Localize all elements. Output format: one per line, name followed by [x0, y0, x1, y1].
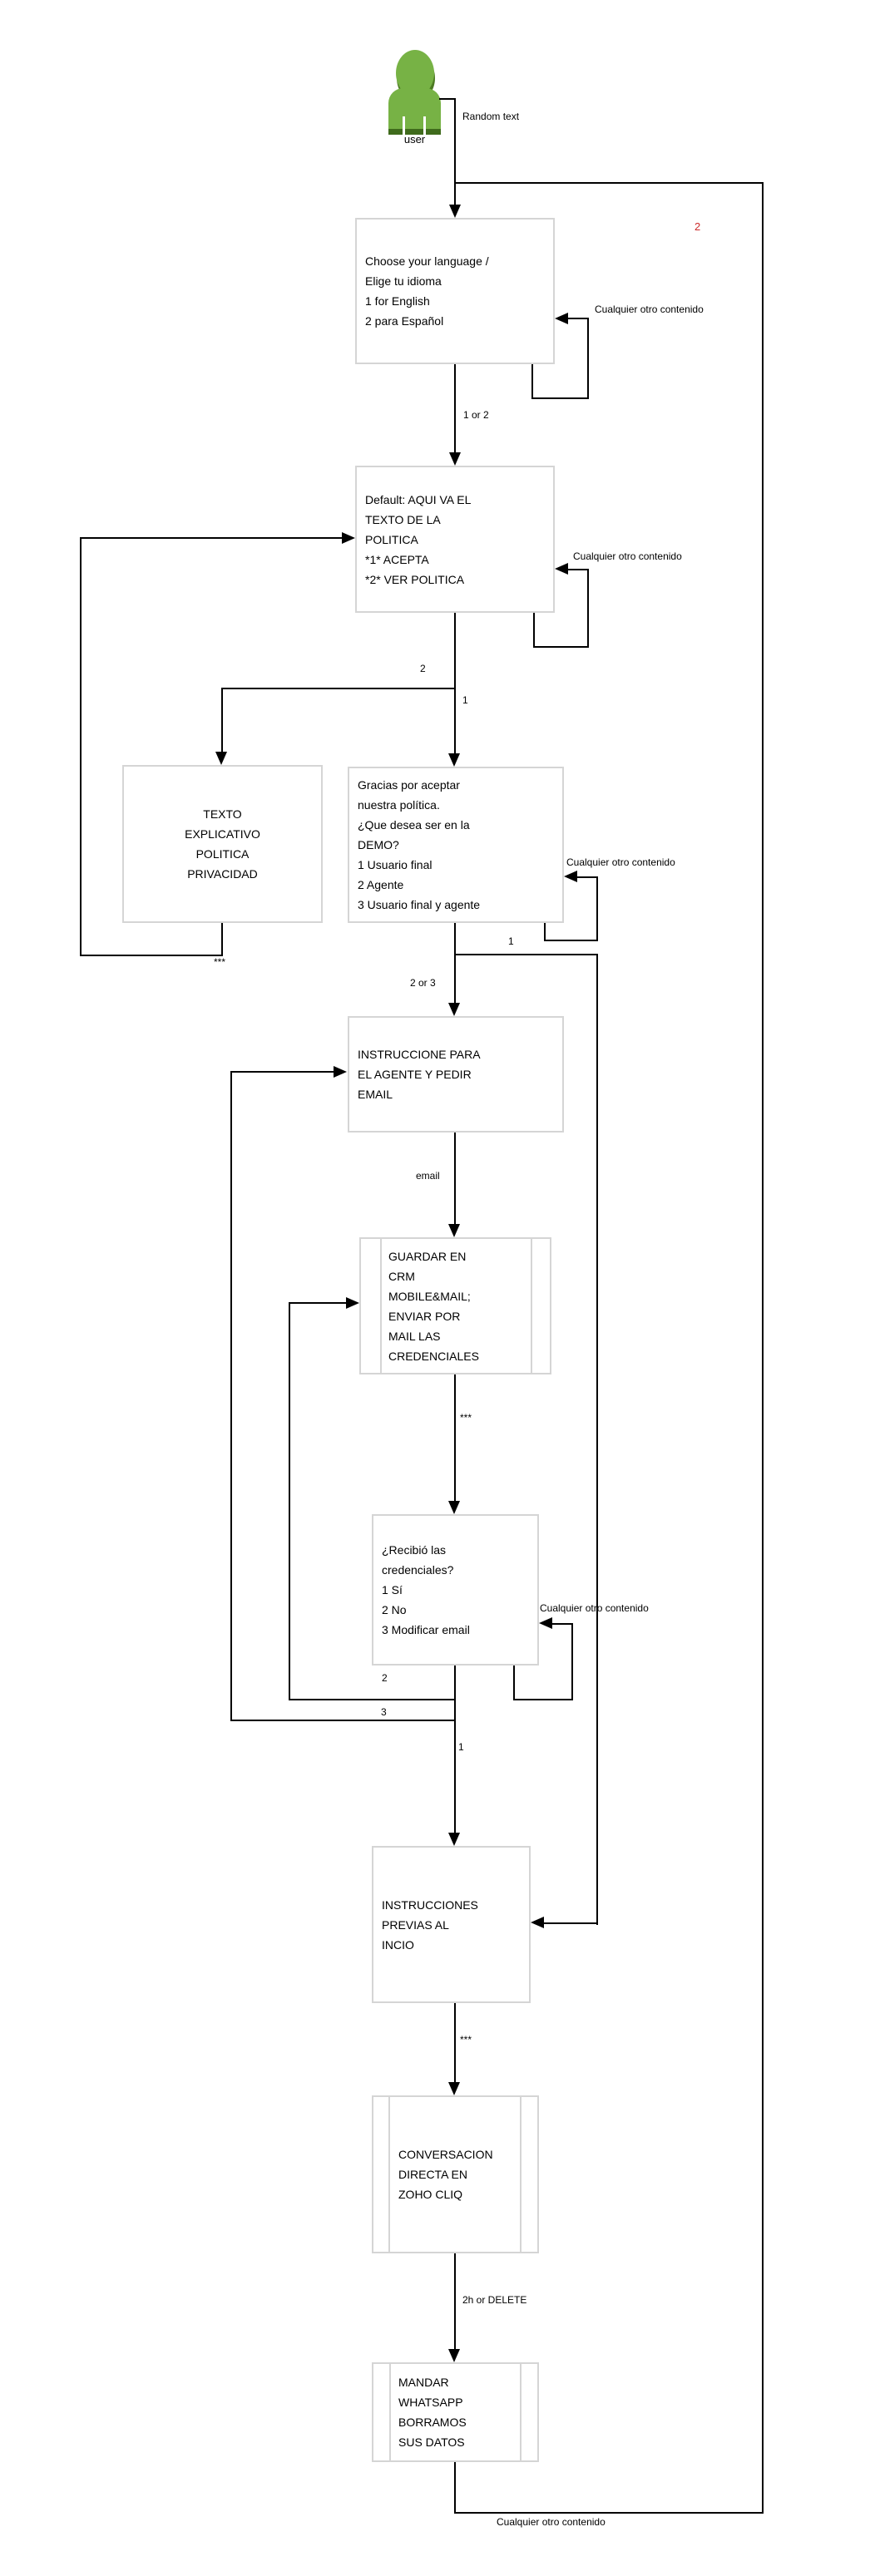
edge-zoho-to-whatsapp [454, 2253, 456, 2349]
node-choose-language-text: Choose your language / Elige tu idioma 1 for English 2 para Español [365, 254, 489, 328]
arrowhead-into-agente [448, 1003, 460, 1016]
node-gracias-demo-text: Gracias por aceptar nuestra política. ¿Que desea ser en la DEMO? 1 Usuario final 2 Agente 3 Usuario final y agente [358, 778, 481, 911]
edge-whatsapp-down [454, 2462, 456, 2512]
edge-language-loop [568, 318, 589, 319]
arrowhead-into-gracias [448, 753, 460, 767]
edge-label-cualquier-gracias: Cualquier otro contenido [566, 856, 675, 868]
edge-3-bottom [230, 1720, 456, 1721]
edge-politica-down [454, 613, 456, 689]
edge-gracias-1-branch [454, 954, 598, 955]
edge-label-1-or-2: 1 or 2 [463, 409, 489, 421]
edge-language-loop [531, 397, 589, 399]
arrowhead-politica-loop [555, 563, 568, 575]
arrowhead-into-guardar-left [346, 1297, 359, 1309]
edge-right-rail [762, 182, 764, 2514]
node-texto-explicativo[interactable] [122, 765, 323, 923]
edge-recibio-loop [571, 1623, 573, 1700]
arrowhead-into-agente-left [334, 1066, 347, 1078]
edge-top-rail [454, 182, 764, 184]
edge-gracias-1-into-previas [544, 1922, 598, 1924]
edge-3-rail [230, 1071, 232, 1721]
node-instrucciones-previas-text: INSTRUCCIONES PREVIAS AL INCIO [382, 1897, 478, 1952]
edge-label-cualquier-language: Cualquier otro contenido [595, 303, 704, 315]
node-politica-default-text: Default: AQUI VA EL TEXTO DE LA POLITICA *1* ACEPTA *2* VER POLITICA [365, 492, 472, 586]
edge-bottom-rail [454, 2512, 764, 2514]
edge-language-loop [531, 364, 533, 399]
edge-guardar-to-recibio [454, 1374, 456, 1501]
edge-label-2-or-3: 2 or 3 [410, 977, 436, 989]
edge-language-to-politica [454, 364, 456, 452]
edge-recibio-loop [513, 1699, 573, 1700]
node-instrucciones-previas[interactable] [372, 1846, 531, 2003]
edge-texto-down [221, 923, 223, 956]
edge-previas-to-zoho [454, 2003, 456, 2082]
edge-gracias-loop [544, 940, 598, 941]
edge-user-out [439, 98, 455, 100]
edge-recibio-to-previas [454, 1666, 456, 1833]
edge-2-bottom [289, 1699, 456, 1700]
edge-label-cualquier-politica: Cualquier otro contenido [573, 550, 682, 562]
subprocess-bar [389, 2364, 391, 2460]
arrowhead-into-politica-left [342, 532, 355, 544]
edge-branch-to-gracias [454, 688, 456, 753]
node-guardar-crm[interactable] [359, 1237, 551, 1374]
edge-label-stars-previas: *** [460, 2034, 472, 2046]
arrowhead-into-language [449, 205, 461, 218]
node-recibio-credenciales[interactable] [372, 1514, 539, 1666]
edge-user-to-language [454, 98, 456, 205]
node-politica-default[interactable] [355, 466, 555, 613]
arrowhead-into-zoho [448, 2082, 460, 2095]
user-icon-slit-right [423, 116, 426, 135]
edge-label-email: email [416, 1170, 440, 1182]
node-instrucciones-agente-text: INSTRUCCIONE PARA EL AGENTE Y PEDIR EMAIL [358, 1048, 481, 1101]
edge-gracias-loop [577, 876, 598, 878]
edge-gracias-1-rail [596, 954, 598, 1925]
subprocess-bar [380, 1239, 382, 1373]
subprocess-bar [520, 2364, 522, 2460]
arrowhead-language-loop [555, 313, 568, 324]
subprocess-bar [520, 2097, 522, 2252]
edge-recibio-loop [513, 1666, 515, 1700]
arrowhead-gracias-loop [564, 871, 577, 882]
arrowhead-into-politica [449, 452, 461, 466]
edge-language-loop [587, 318, 589, 399]
edge-label-2h-delete: 2h or DELETE [462, 2294, 527, 2306]
marker-2: 2 [695, 220, 701, 233]
edge-2-into-guardar [289, 1302, 346, 1304]
node-recibio-credenciales-text: ¿Recibió las credenciales? 1 Sí 2 No 3 Modificar email [382, 1543, 470, 1636]
edge-label-recibio-3: 3 [381, 1706, 387, 1718]
subprocess-bar [531, 1239, 532, 1373]
edge-label-cualquier-bottom: Cualquier otro contenido [497, 2516, 606, 2528]
node-texto-explicativo-text: TEXTO EXPLICATIVO POLITICA PRIVACIDAD [185, 807, 260, 881]
edge-label-recibio-2: 2 [382, 1672, 388, 1684]
edge-2-rail [289, 1302, 290, 1700]
edge-branch-h [221, 688, 456, 689]
subprocess-bar [388, 2097, 390, 2252]
edge-politica-loop [533, 646, 589, 648]
edge-gracias-to-agente [454, 923, 456, 1003]
node-instrucciones-agente[interactable] [348, 1016, 564, 1133]
edge-label-recibio-1: 1 [458, 1741, 464, 1753]
arrowhead-into-recibio [448, 1501, 460, 1514]
arrowhead-recibio-loop [539, 1617, 552, 1629]
edge-gracias-loop [544, 923, 546, 941]
edge-politica-loop [587, 569, 589, 648]
node-zoho-cliq[interactable] [372, 2095, 539, 2253]
node-guardar-crm-text: GUARDAR EN CRM MOBILE&MAIL; ENVIAR POR MAIL LAS CREDENCIALES [388, 1249, 479, 1363]
actor-label: user [403, 133, 426, 146]
edge-politica-loop [568, 569, 589, 570]
edge-politica-loop [533, 613, 535, 648]
edge-label-branch-1: 1 [462, 694, 468, 706]
arrowhead-into-whatsapp [448, 2349, 460, 2362]
user-icon-slit-left [403, 116, 405, 135]
edge-label-branch-2: 2 [420, 663, 426, 674]
arrowhead-into-previas [448, 1833, 460, 1846]
edge-branch-to-texto [221, 688, 223, 752]
edge-recibio-loop [552, 1623, 573, 1625]
node-mandar-whatsapp-text: MANDAR WHATSAPP BORRAMOS SUS DATOS [398, 2376, 467, 2449]
node-mandar-whatsapp[interactable] [372, 2362, 539, 2462]
edge-label-cualquier-recibio: Cualquier otro contenido [540, 1602, 649, 1614]
edge-stars-to-politica [81, 537, 342, 539]
arrowhead-into-previas-right [531, 1917, 544, 1928]
edge-label-gracias-1: 1 [508, 935, 514, 947]
arrowhead-into-texto [215, 752, 227, 765]
node-gracias-demo[interactable] [348, 767, 564, 923]
edge-3-into-agente [231, 1071, 334, 1073]
node-choose-language[interactable] [355, 218, 555, 364]
edge-label-stars-guardar: *** [460, 1412, 472, 1424]
edge-agente-to-guardar [454, 1133, 456, 1224]
edge-gracias-loop [596, 876, 598, 941]
user-icon-body [388, 88, 441, 135]
edge-label-stars-texto: *** [214, 956, 226, 968]
arrowhead-into-guardar [448, 1224, 460, 1237]
edge-stars-loop-bottom [80, 955, 223, 956]
node-zoho-cliq-text: CONVERSACION DIRECTA EN ZOHO CLIQ [398, 2148, 493, 2201]
edge-stars-loop-rail [80, 537, 82, 956]
user-icon[interactable] [388, 48, 442, 135]
edge-label-random-text: Random text [462, 111, 520, 122]
